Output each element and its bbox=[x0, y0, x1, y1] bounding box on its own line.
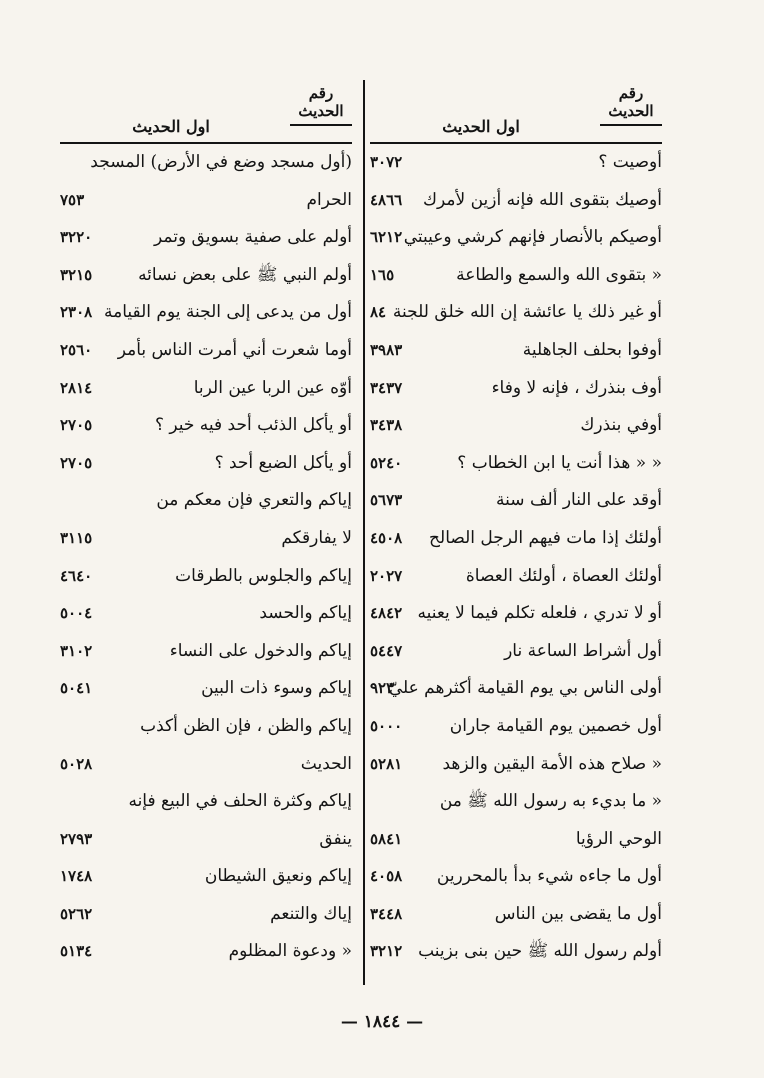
right-index-column bbox=[370, 80, 662, 971]
entry-number: ٣١٠٢ bbox=[60, 641, 93, 660]
index-entry bbox=[60, 821, 352, 859]
entry-number: ٢٧٠٥ bbox=[60, 416, 93, 435]
index-entry bbox=[60, 670, 352, 708]
entry-text: لا يفارقكم bbox=[281, 527, 352, 548]
entry-text: إياكم والدخول على النساء bbox=[169, 640, 352, 661]
entry-text: (أول مسجد وضع في الأرض) المسجد bbox=[90, 152, 352, 172]
entry-text: « ودعوة المظلوم bbox=[228, 941, 352, 962]
entry-text: « صلاح هذه الأمة اليقين والزهد bbox=[442, 753, 662, 774]
entry-text: « ما بديء به رسول الله ﷺ من bbox=[439, 791, 662, 812]
entry-number: ٤٥٠٨ bbox=[370, 528, 403, 547]
entry-number: ٧٥٣ bbox=[60, 190, 85, 209]
index-entry bbox=[370, 858, 662, 896]
entry-number: ٤٠٥٨ bbox=[370, 867, 403, 886]
right-entry-list bbox=[370, 144, 662, 971]
entry-text: أول ما يقضى بين الناس bbox=[494, 903, 662, 924]
entry-text: أولى الناس بي يوم القيامة أكثرهم عليّ bbox=[388, 678, 662, 699]
entry-text: إياكم وسوء ذات البين bbox=[201, 678, 352, 699]
index-entry bbox=[370, 558, 662, 596]
entry-text: أو لا تدري ، فلعله تكلم فيما لا يعنيه bbox=[417, 603, 662, 624]
entry-text: أو غير ذلك يا عائشة إن الله خلق للجنة bbox=[392, 302, 662, 323]
entry-text: أو يأكل الضبع أحد ؟ bbox=[214, 452, 352, 473]
entry-text: إياك والتنعم bbox=[270, 903, 352, 924]
entry-text: أوصيك بتقوى الله فإنه أزين لأمرك bbox=[423, 189, 662, 210]
left-entry-list bbox=[60, 144, 352, 971]
index-entry bbox=[60, 407, 352, 445]
entry-number: ٨٤ bbox=[370, 303, 387, 322]
raqm-label: رقم bbox=[308, 84, 334, 102]
hadith-number-header bbox=[290, 84, 352, 126]
index-entry bbox=[60, 783, 352, 821]
entry-text: إياكم ونعيق الشيطان bbox=[204, 866, 352, 887]
entry-number: ٢٧٠٥ bbox=[60, 453, 93, 472]
column-divider bbox=[363, 80, 365, 985]
index-entry bbox=[370, 595, 662, 633]
index-entry bbox=[60, 558, 352, 596]
index-entry bbox=[370, 407, 662, 445]
index-entry bbox=[60, 520, 352, 558]
entry-number: ٢٠٢٧ bbox=[370, 566, 403, 585]
entry-text: أوّه عين الربا عين الربا bbox=[193, 377, 352, 398]
entry-text: إياكم والحسد bbox=[259, 603, 352, 624]
index-entry bbox=[60, 144, 352, 182]
entry-number: ٥٢٦٢ bbox=[60, 904, 93, 923]
entry-text: الحرام bbox=[306, 189, 352, 210]
entry-number: ٥٠٤١ bbox=[60, 679, 93, 698]
entry-text: أوما شعرت أني أمرت الناس بأمر bbox=[117, 339, 352, 360]
hadith-start-header: اول الحديث bbox=[442, 117, 520, 136]
entry-text: أول ما جاءه شيء بدأ بالمحررين bbox=[436, 866, 662, 887]
entry-number: ٢٥٦٠ bbox=[60, 340, 93, 359]
index-entry bbox=[370, 520, 662, 558]
entry-text: الحديث bbox=[300, 753, 352, 774]
entry-number: ٥٨٤١ bbox=[370, 829, 403, 848]
entry-text: أوفوا بحلف الجاهلية bbox=[522, 339, 662, 360]
entry-number: ٤٨٦٦ bbox=[370, 190, 403, 209]
index-entry bbox=[60, 482, 352, 520]
entry-text: « « هذا أنت يا ابن الخطاب ؟ bbox=[457, 452, 662, 473]
index-entry bbox=[60, 896, 352, 934]
entry-text: إياكم وكثرة الحلف في البيع فإنه bbox=[128, 791, 352, 812]
index-entry bbox=[370, 182, 662, 220]
entry-text: أولم النبي ﷺ على بعض نسائه bbox=[138, 264, 352, 285]
entry-number: ٣٤٣٧ bbox=[370, 378, 403, 397]
entry-text: ينفق bbox=[319, 828, 352, 849]
entry-number: ٤٨٤٢ bbox=[370, 604, 403, 623]
index-entry bbox=[370, 294, 662, 332]
index-entry bbox=[370, 445, 662, 483]
entry-number: ٢٣٠٨ bbox=[60, 303, 93, 322]
index-entry bbox=[60, 746, 352, 784]
index-entry bbox=[60, 633, 352, 671]
entry-number: ٥٦٧٣ bbox=[370, 491, 403, 510]
index-entry bbox=[370, 482, 662, 520]
entry-number: ١٦٥ bbox=[370, 265, 395, 284]
index-entry bbox=[370, 144, 662, 182]
entry-text: أولم على صفية بسويق وتمر bbox=[154, 227, 352, 248]
hadith-number-header bbox=[600, 84, 662, 126]
entry-number: ٩٢٣ bbox=[370, 679, 395, 698]
entry-number: ٥٠٠٠ bbox=[370, 716, 403, 735]
entry-number: ٣٢١٥ bbox=[60, 265, 93, 284]
index-entry bbox=[370, 332, 662, 370]
entry-text: إياكم والظن ، فإن الظن أكذب bbox=[140, 715, 352, 736]
entry-number: ٣٢٢٠ bbox=[60, 228, 93, 247]
index-entry bbox=[60, 257, 352, 295]
index-entry bbox=[60, 595, 352, 633]
hadith-label: الحديث bbox=[298, 102, 344, 120]
index-entry bbox=[60, 182, 352, 220]
entry-number: ٥٠٠٤ bbox=[60, 604, 93, 623]
entry-text: إياكم والتعري فإن معكم من bbox=[156, 490, 352, 511]
entry-text: « بتقوى الله والسمع والطاعة bbox=[456, 264, 662, 285]
index-entry bbox=[370, 783, 662, 821]
index-entry bbox=[60, 858, 352, 896]
index-entry bbox=[370, 933, 662, 971]
entry-number: ٥١٣٤ bbox=[60, 942, 93, 961]
entry-number: ٣٤٤٨ bbox=[370, 904, 403, 923]
entry-text: أول أشراط الساعة نار bbox=[504, 640, 662, 661]
raqm-label: رقم bbox=[618, 84, 644, 102]
entry-text: أوفي بنذرك bbox=[580, 415, 662, 436]
entry-text: أولئك العصاة ، أولئك العصاة bbox=[465, 565, 662, 586]
entry-text: أوقد على النار ألف سنة bbox=[496, 490, 662, 511]
entry-text: الوحي الرؤيا bbox=[575, 828, 662, 849]
entry-number: ٣١١٥ bbox=[60, 528, 93, 547]
entry-number: ٦٢١٢ bbox=[370, 228, 403, 247]
entry-number: ٥٢٤٠ bbox=[370, 453, 403, 472]
index-entry bbox=[370, 219, 662, 257]
index-entry bbox=[60, 294, 352, 332]
entry-number: ٤٦٤٠ bbox=[60, 566, 93, 585]
index-entry bbox=[370, 670, 662, 708]
index-entry bbox=[370, 708, 662, 746]
entry-number: ١٧٤٨ bbox=[60, 867, 93, 886]
entry-number: ٥٢٨١ bbox=[370, 754, 403, 773]
index-entry bbox=[60, 708, 352, 746]
index-entry bbox=[370, 821, 662, 859]
hadith-label: الحديث bbox=[608, 102, 654, 120]
entry-number: ٢٧٩٣ bbox=[60, 829, 93, 848]
entry-text: أوصيت ؟ bbox=[598, 152, 662, 172]
entry-text: أول خصمين يوم القيامة جاران bbox=[449, 715, 662, 736]
index-entry bbox=[60, 219, 352, 257]
entry-number: ٢٨١٤ bbox=[60, 378, 93, 397]
index-entry bbox=[60, 933, 352, 971]
index-entry bbox=[60, 370, 352, 408]
entry-number: ٣٩٨٣ bbox=[370, 340, 403, 359]
entry-number: ٥٤٤٧ bbox=[370, 641, 403, 660]
left-column-header bbox=[60, 80, 352, 144]
index-entry bbox=[370, 257, 662, 295]
entry-text: أو يأكل الذئب أحد فيه خير ؟ bbox=[154, 415, 352, 436]
entry-text: أوف بنذرك ، فإنه لا وفاء bbox=[491, 377, 662, 398]
entry-text: إياكم والجلوس بالطرقات bbox=[175, 565, 352, 586]
hadith-start-header: اول الحديث bbox=[132, 117, 210, 136]
right-column-header bbox=[370, 80, 662, 144]
entry-number: ٣٤٣٨ bbox=[370, 416, 403, 435]
index-entry bbox=[370, 633, 662, 671]
entry-number: ٣٠٧٢ bbox=[370, 153, 403, 171]
entry-text: أولئك إذا مات فيهم الرجل الصالح bbox=[429, 527, 662, 548]
index-entry bbox=[370, 746, 662, 784]
entry-text: أول من يدعى إلى الجنة يوم القيامة bbox=[104, 302, 352, 323]
entry-text: أوصيكم بالأنصار فإنهم كرشي وعيبتي bbox=[403, 227, 662, 248]
entry-text: أولم رسول الله ﷺ حين بنى بزينب bbox=[418, 941, 662, 962]
index-entry bbox=[60, 332, 352, 370]
left-index-column bbox=[60, 80, 352, 971]
index-entry bbox=[60, 445, 352, 483]
index-entry bbox=[370, 896, 662, 934]
index-entry bbox=[370, 370, 662, 408]
entry-number: ٣٢١٢ bbox=[370, 942, 403, 961]
page-number: — ١٨٤٤ — bbox=[340, 1012, 424, 1032]
entry-number: ٥٠٢٨ bbox=[60, 754, 93, 773]
